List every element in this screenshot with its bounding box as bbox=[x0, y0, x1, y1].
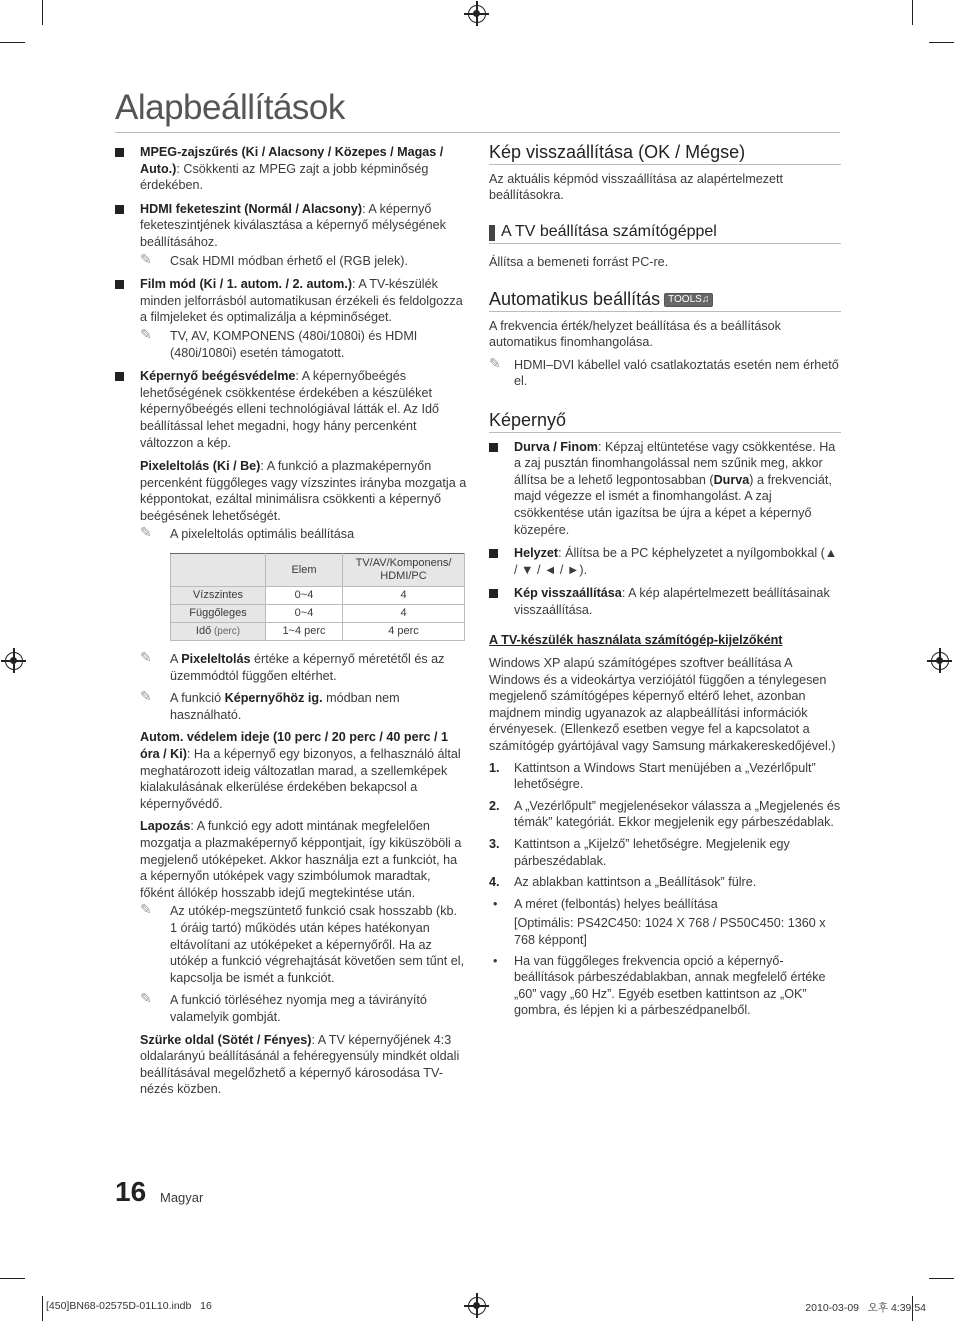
option-name: Képernyő beégésvédelme bbox=[140, 369, 296, 384]
subsection-title: A TV-készülék használata számítógép-kijelzőként bbox=[489, 633, 783, 648]
note bbox=[140, 690, 467, 723]
list-item bbox=[489, 439, 841, 539]
section-text: Windows XP alapú számítógépes szoftver beállítása A Windows és a videokártya verziójától függően a ténylegesen megjelenő számítógépes képernyő eltérő lehet, azonban majdnem mindig ugyanazok az alapbeállítási információk érvényesek. (Ellenkező esetben vegye fel a kapcsolatot a számítógép gyártójával vagy Samsung márkakereskedőjével.) bbox=[489, 656, 836, 754]
note bbox=[140, 651, 467, 684]
note bbox=[140, 526, 467, 543]
note bbox=[140, 250, 467, 270]
crop-mark bbox=[929, 1278, 954, 1279]
table-cell: 4 perc bbox=[343, 623, 465, 641]
crosshair-registration-icon bbox=[931, 652, 949, 670]
list-item bbox=[489, 585, 841, 618]
pencil-note-icon: ✎ bbox=[140, 990, 152, 1007]
print-file-info: [450]BN68-02575D-01L10.indb 16 bbox=[46, 1300, 212, 1312]
note bbox=[140, 325, 467, 361]
crop-mark bbox=[42, 0, 43, 25]
sub-option bbox=[115, 729, 467, 812]
crosshair-registration-icon bbox=[468, 1297, 486, 1315]
step-text: Kattintson a Windows Start menüjében a „Vezérlőpult” lehetőségre. bbox=[514, 760, 816, 792]
row-label: Idő bbox=[195, 625, 212, 638]
pencil-note-icon: ✎ bbox=[140, 250, 152, 267]
list-item bbox=[489, 798, 841, 831]
list-item bbox=[489, 953, 841, 1019]
table-row bbox=[171, 623, 465, 641]
list-item bbox=[489, 545, 841, 578]
note-text: A funkció bbox=[170, 691, 225, 706]
option-name: HDMI feketeszint (Normál / Alacsony) bbox=[140, 201, 363, 216]
section-text: Állítsa a bemeneti forrást PC-re. bbox=[489, 255, 669, 270]
list-item bbox=[489, 760, 841, 793]
table-header bbox=[171, 554, 266, 587]
steps-list bbox=[489, 760, 841, 891]
table-row bbox=[171, 605, 465, 623]
option-desc: : A funkció a plazmaképernyőn percenként függőleges vagy vízszintes irányba mozgatja a képpontokat, ezáltal minimálisra csökkenti a képernyő beégésének lehetőségét. bbox=[140, 459, 467, 523]
table-cell bbox=[171, 623, 266, 641]
option-desc: : Képzaj eltüntetése vagy csökkentése. Ha a zaj pusztán finomhangolással nem szűnik meg, akkor állítsa be a lehető legpontosabban ( bbox=[514, 439, 836, 487]
step-number: 2. bbox=[489, 798, 500, 813]
option-desc: : Csökkenti az MPEG zajt a jobb képminőség érdekében. bbox=[140, 161, 429, 193]
section-heading bbox=[489, 288, 841, 312]
table-cell: Vízszintes bbox=[171, 587, 266, 605]
option-desc: : A TV-készülék minden jelforrásból automatikusan érzékeli és feldolgozza a filmjeleket és optimalizálja a képminőséget. bbox=[140, 277, 463, 325]
tools-label: TOOLS bbox=[668, 293, 702, 305]
crosshair-registration-icon bbox=[468, 5, 486, 23]
section-subheading: A TV beállítása számítógéppel bbox=[489, 224, 841, 245]
note-text: módban nem használható. bbox=[170, 691, 400, 722]
bullet-text: A méret (felbontás) helyes beállítása bbox=[514, 896, 718, 911]
pencil-note-icon: ✎ bbox=[140, 524, 152, 541]
tools-badge: TOOLS♫ bbox=[664, 293, 713, 307]
sub-option bbox=[115, 458, 467, 543]
title-divider bbox=[115, 132, 840, 133]
square-bullet-icon bbox=[115, 280, 124, 289]
note-text: HDMI–DVI kábellel való csatlakoztatás esetén nem érhető el. bbox=[514, 357, 839, 389]
list-item bbox=[115, 201, 467, 269]
square-bullet-icon bbox=[115, 205, 124, 214]
dot-bullet-icon: • bbox=[493, 953, 498, 968]
list-item bbox=[489, 836, 841, 869]
option-name: Film mód (Ki / 1. autom. / 2. autom.) bbox=[140, 277, 353, 292]
note bbox=[140, 992, 467, 1025]
note-text: Az utókép-megszüntető funkció csak hosszabb (kb. 1 óráig tartó) működés után képes hatékonyan eltávolítani az utóképeket a képernyőről. Ha az utókép a funkció végrehajtását követően sem tűnt el, kapcsolja be ismét a funkciót. bbox=[170, 904, 465, 985]
step-number: 1. bbox=[489, 760, 500, 775]
section-heading: Kép visszaállítása (OK / Mégse) bbox=[489, 144, 841, 165]
heading-text: Automatikus beállítás bbox=[489, 288, 661, 309]
step-text: A „Vezérlőpult” megjelenésekor válassza a „Megjelenés és témák” kategóriát. Ekkor megjelenik egy párbeszédablak. bbox=[514, 798, 841, 830]
crop-mark bbox=[929, 42, 954, 43]
note-text: Csak HDMI módban érhető el (RGB jelek). bbox=[170, 253, 408, 268]
section-text: A frekvencia érték/helyzet beállítása és a beállítások automatikus finomhangolása. bbox=[489, 318, 781, 350]
option-name: Kép visszaállítása bbox=[514, 586, 622, 601]
note-bold: Pixeleltolás bbox=[181, 652, 251, 667]
crop-mark bbox=[0, 1278, 25, 1279]
option-desc: : A TV képernyőjének 4:3 oldalarányú beállításánál a fehéregyensúly mindkét oldali beállításával megelőzhető a képernyő károsodása TV-nézés közben. bbox=[140, 1032, 460, 1097]
option-name: Helyzet bbox=[514, 546, 559, 561]
note bbox=[140, 903, 467, 986]
note-bold: Képernyőhöz ig. bbox=[224, 691, 323, 706]
section-text: Az aktuális képmód visszaállítása az alapértelmezett beállításokra. bbox=[489, 171, 783, 203]
left-column bbox=[115, 144, 467, 1104]
option-desc: : Ha a képernyő egy bizonyos, a felhasználó által meghatározott ideig változatlan marad, a szellemképek kialakulásának elkerülése érdekében bekapcsol a képernyővédő. bbox=[140, 747, 461, 811]
option-name: Durva / Finom bbox=[514, 439, 598, 454]
square-bullet-icon bbox=[489, 589, 498, 598]
square-bullet-icon bbox=[115, 372, 124, 381]
option-desc: : Állítsa be a PC képhelyzetet a nyílgombokkal (▲ / ▼ / ◄ / ►). bbox=[514, 546, 838, 577]
page-number: 16 bbox=[115, 1176, 147, 1207]
table-cell: 0~4 bbox=[266, 605, 343, 623]
table-header: Elem bbox=[266, 554, 343, 587]
pencil-note-icon: ✎ bbox=[140, 325, 152, 342]
option-name: Lapozás bbox=[140, 819, 191, 834]
pixel-shift-table bbox=[170, 553, 465, 641]
bullet-text: [Optimális: PS42C450: 1024 X 768 / PS50C450: 1360 x 768 képpont] bbox=[514, 916, 826, 947]
option-name: MPEG-zajszűrés (Ki / Alacsony / Közepes / Magas / Auto.) bbox=[140, 145, 444, 176]
option-desc: : A kép alapértelmezett beállításainak visszaállítása. bbox=[514, 586, 830, 617]
section-heading: Képernyő bbox=[489, 412, 841, 433]
list-item bbox=[115, 368, 467, 451]
list-item bbox=[115, 276, 467, 361]
pencil-note-icon: ✎ bbox=[140, 649, 152, 666]
right-column bbox=[489, 144, 841, 1023]
crop-mark bbox=[0, 42, 25, 43]
step-text: Kattintson a „Kijelző” lehetőségre. Megjelenik egy párbeszédablak. bbox=[514, 837, 790, 868]
bullet-text: Ha van függőleges frekvencia opció a képernyő-beállítások párbeszédablakban, annak megfelelő értéke „60” vagy „60 Hz”. Egyéb esetben kattintson az „OK” gombra, és lépjen ki a párbeszédpanelből. bbox=[514, 953, 826, 1018]
list-item bbox=[115, 144, 467, 194]
table-cell: 0~4 bbox=[266, 587, 343, 605]
note-text: A funkció törléséhez nyomja meg a távirányító valamelyik gombját. bbox=[170, 993, 427, 1024]
square-bullet-icon bbox=[489, 549, 498, 558]
option-desc: : A képernyő feketeszintjének kiválasztása a képernyő mélységének beállításához. bbox=[140, 201, 446, 249]
table-cell: 4 bbox=[343, 605, 465, 623]
square-bullet-icon bbox=[115, 148, 124, 157]
dot-bullet-icon: • bbox=[493, 896, 498, 911]
table-header-row bbox=[171, 554, 465, 587]
sub-option bbox=[115, 651, 467, 723]
list-item bbox=[489, 874, 841, 891]
pencil-note-icon: ✎ bbox=[140, 901, 152, 918]
page-language: Magyar bbox=[160, 1190, 204, 1205]
step-number: 3. bbox=[489, 837, 500, 851]
crosshair-registration-icon bbox=[5, 652, 23, 670]
pencil-note-icon: ✎ bbox=[489, 354, 501, 371]
table-cell: Függőleges bbox=[171, 605, 266, 623]
note-text: A pixeleltolás optimális beállítása bbox=[170, 527, 355, 542]
option-name: Pixeleltolás (Ki / Be) bbox=[140, 459, 261, 474]
square-bullet-icon bbox=[489, 443, 498, 452]
row-label-unit: (perc) bbox=[211, 626, 241, 638]
list-item bbox=[489, 896, 841, 949]
table-cell: 1~4 perc bbox=[266, 623, 343, 641]
note-text: TV, AV, KOMPONENS (480i/1080i) és HDMI (480i/1080i) esetén támogatott. bbox=[170, 328, 418, 360]
option-name: Szürke oldal (Sötét / Fényes) bbox=[140, 1032, 312, 1047]
option-desc: : A képernyőbeégés lehetőségének csökkentése érdekében a készüléket képernyőbeégés elleni technológiával látták el. Az Idő beállítással lehet megadni, hogy hány percenként változzon a kép. bbox=[140, 369, 439, 450]
option-name: Durva bbox=[713, 472, 750, 487]
option-desc: : A funkció egy adott mintának megfelelően mozgatja a plazmaképernyő képpontjait, így kiküszöböli a megjelenő utóképeket. Akkor használja ezt a funkciót, ha a képernyőn utóképek vagy szimbólumok maradtak, főként állókép hosszabb idejű megtekintése után. bbox=[140, 819, 462, 900]
table-row bbox=[171, 587, 465, 605]
crop-mark bbox=[912, 0, 913, 25]
sub-option bbox=[115, 818, 467, 1025]
table-header: TV/AV/Komponens/ HDMI/PC bbox=[343, 554, 465, 587]
step-number: 4. bbox=[489, 875, 500, 890]
sub-option bbox=[115, 1032, 467, 1098]
note-text: A bbox=[170, 652, 182, 667]
crop-mark bbox=[42, 1296, 43, 1321]
note bbox=[489, 354, 841, 390]
print-date-info: 2010-03-09 오후 4:39:54 bbox=[805, 1302, 926, 1314]
table-cell: 4 bbox=[343, 587, 465, 605]
option-name: Autom. védelem ideje (10 perc / 20 perc / 40 perc / 1 óra / Ki) bbox=[140, 730, 448, 762]
step-text: Az ablakban kattintson a „Beállítások” fülre. bbox=[514, 875, 757, 890]
note-text: értéke a képernyő méretétől és az üzemmódtól függően eltérhet. bbox=[170, 652, 445, 683]
pencil-note-icon: ✎ bbox=[140, 688, 152, 705]
option-desc: ) a frekvenciát, majd végezze el ismét a finomhangolást. A zaj csökkentése után igazítsa be újra a képet a képernyő közepére. bbox=[514, 472, 832, 537]
page-title: Alapbeállítások bbox=[115, 88, 345, 127]
